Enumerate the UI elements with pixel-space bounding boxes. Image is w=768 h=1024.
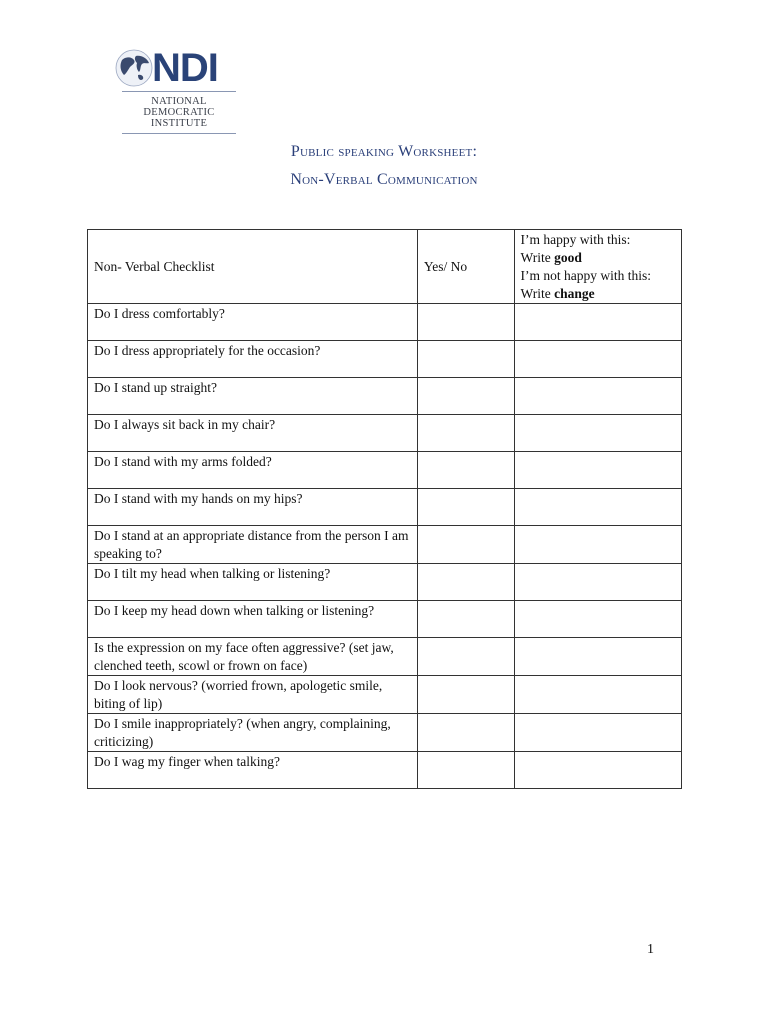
header-checklist: Non- Verbal Checklist [88, 230, 418, 304]
notes-cell[interactable] [514, 676, 681, 714]
header-notes [514, 230, 681, 304]
notes-happy-line: I’m happy with this: [520, 232, 631, 247]
page-number: 1 [647, 942, 654, 957]
yes-no-cell[interactable] [417, 526, 514, 564]
notes-cell[interactable] [514, 452, 681, 489]
checklist-question: Do I always sit back in my chair? [88, 415, 418, 452]
notes-cell[interactable] [514, 601, 681, 638]
notes-cell[interactable] [514, 341, 681, 378]
checklist-question: Do I stand at an appropriate distance from the person I am speaking to? [88, 526, 418, 564]
write-label: Write [520, 286, 555, 301]
notes-cell[interactable] [514, 378, 681, 415]
notes-write-change [521, 285, 675, 303]
table-row [88, 341, 682, 378]
yes-no-cell[interactable] [417, 415, 514, 452]
table-row [88, 638, 682, 676]
logo-subtitle [122, 96, 236, 129]
yes-no-cell[interactable] [417, 452, 514, 489]
yes-no-cell[interactable] [417, 341, 514, 378]
checklist-question: Do I tilt my head when talking or listening? [88, 564, 418, 601]
notes-cell[interactable] [514, 304, 681, 341]
logo-subtitle-line: INSTITUTE [150, 118, 208, 129]
yes-no-cell[interactable] [417, 676, 514, 714]
checklist-question: Do I stand with my arms folded? [88, 452, 418, 489]
yes-no-cell[interactable] [417, 378, 514, 415]
checklist-question: Do I dress comfortably? [88, 304, 418, 341]
logo-wordmark: NDI [152, 46, 218, 90]
notes-cell[interactable] [514, 638, 681, 676]
table-row [88, 676, 682, 714]
table-row [88, 752, 682, 789]
notes-cell[interactable] [514, 489, 681, 526]
table-row [88, 489, 682, 526]
logo-divider [122, 133, 236, 134]
write-label: Write [520, 250, 555, 265]
checklist-question: Do I smile inappropriately? (when angry, complaining, criticizing) [88, 714, 418, 752]
notes-cell[interactable] [514, 415, 681, 452]
notes-cell[interactable] [514, 752, 681, 789]
logo-subtitle-line: NATIONAL [151, 96, 207, 107]
table-header-row [88, 230, 682, 304]
yes-no-cell[interactable] [417, 304, 514, 341]
change-word: change [554, 286, 595, 301]
ndi-logo [112, 46, 242, 140]
checklist-question: Do I stand up straight? [88, 378, 418, 415]
header-yes-no: Yes/ No [417, 230, 514, 304]
yes-no-cell[interactable] [417, 489, 514, 526]
table-row [88, 714, 682, 752]
globe-icon [114, 48, 154, 88]
worksheet-title: Public speaking Worksheet: [290, 143, 478, 160]
checklist-question: Do I wag my finger when talking? [88, 752, 418, 789]
notes-cell[interactable] [514, 564, 681, 601]
table-row [88, 415, 682, 452]
logo-subtitle-line: DEMOCRATIC [143, 107, 215, 118]
yes-no-cell[interactable] [417, 564, 514, 601]
good-word: good [554, 250, 582, 265]
table-row [88, 304, 682, 341]
checklist-question: Do I look nervous? (worried frown, apologetic smile, biting of lip) [88, 676, 418, 714]
checklist-question: Do I keep my head down when talking or listening? [88, 601, 418, 638]
table-row [88, 601, 682, 638]
checklist-table [87, 229, 682, 789]
notes-unhappy-line: I’m not happy with this: [520, 268, 652, 283]
checklist-question: Do I dress appropriately for the occasion? [88, 341, 418, 378]
table-row [88, 564, 682, 601]
yes-no-cell[interactable] [417, 714, 514, 752]
checklist-question: Is the expression on my face often aggressive? (set jaw, clenched teeth, scowl or frown on face) [88, 638, 418, 676]
yes-no-cell[interactable] [417, 752, 514, 789]
notes-cell[interactable] [514, 714, 681, 752]
table-row [88, 452, 682, 489]
yes-no-cell[interactable] [417, 638, 514, 676]
table-row [88, 526, 682, 564]
table-row [88, 378, 682, 415]
logo-divider [122, 91, 236, 92]
notes-write-good [521, 249, 675, 267]
worksheet-subtitle: Non-Verbal Communication [290, 171, 478, 188]
yes-no-cell[interactable] [417, 601, 514, 638]
notes-cell[interactable] [514, 526, 681, 564]
checklist-question: Do I stand with my hands on my hips? [88, 489, 418, 526]
